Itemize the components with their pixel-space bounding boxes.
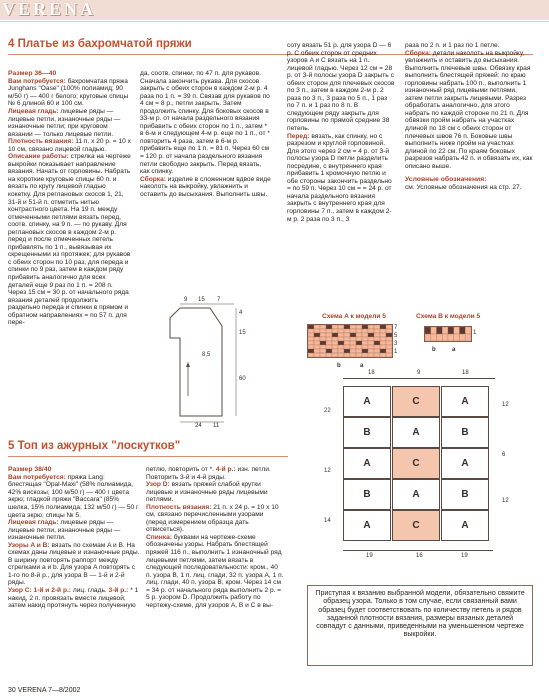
grid-cell (380, 329, 386, 333)
schematic-cell: A (343, 386, 391, 417)
grid-cell (356, 345, 362, 349)
schematic-cell: B (441, 417, 489, 448)
top-dim-3: 18 (462, 370, 469, 376)
grid-cell (338, 333, 344, 337)
grid-cell (344, 329, 350, 333)
grid-cell (380, 353, 386, 357)
grid-cell (368, 333, 374, 337)
grid-cell (362, 345, 368, 349)
dress-bottom-dim-1: 24 (195, 423, 202, 429)
grid-cell (386, 341, 392, 345)
grid-cell (368, 349, 374, 353)
dress-mid-dim: 8,5 (202, 352, 211, 358)
grid-cell (350, 345, 356, 349)
section-5-text-1: Вам потребуется: пряжа Lang: блестящая "Opal-Maxi" (58% полиамида, 42% вискозы; 100 м/50 г) — 400 г цвета экрю; гладкой пряжи "Baccara" (85% шелка, 15% полиамида; 132 м/50 г) — 50 г цвета экрю; спицы № 5. Лицевая гладь: лицевые ряды — лицевые петли, изнаночные ряды — изнаночные петли. Узоры A и B: вязать по схемам A и B. На схемах даны лицевые и изнаночные ряды. В ширину повторять раппорт между стрелками a и b. Для узора A повторять с 1-го по 8-й р., для узора B — 1-й и 2-й ряды. Узор C: 1-й и 2-й р.: лиц. гладь. 3-й р.: * 1 накид, 2 п. провязать вместе лицевой, затем накид протянуть через полученную (8, 473, 140, 610)
grid-cell (356, 329, 362, 333)
grid-cell (460, 334, 466, 341)
schematic-cell: C (392, 386, 440, 417)
grid-cell (320, 353, 326, 357)
section-4-title-text: 4 Платье из бахромчатой пряжи (8, 38, 192, 50)
grid-cell (320, 325, 326, 329)
grid-cell (344, 341, 350, 345)
grid-cell (454, 334, 460, 341)
grid-cell (320, 337, 326, 341)
grid-cell (332, 341, 338, 345)
schematic-cell: B (441, 479, 489, 510)
grid-cell (350, 341, 356, 345)
grid-cell (374, 349, 380, 353)
schematic-cell: B (343, 479, 391, 510)
grid-cell (344, 349, 350, 353)
chart-a-row-3: 3 (394, 341, 398, 347)
section-4-col-3 (287, 42, 396, 304)
right-dim-1: 12 (502, 402, 509, 408)
grid-cell (386, 345, 392, 349)
grid-cell (380, 345, 386, 349)
grid-cell (308, 333, 314, 337)
schematic-cell: A (392, 417, 440, 448)
grid-cell (368, 325, 374, 329)
dress-top-dim-3: 7 (217, 297, 221, 303)
note-box (307, 585, 533, 666)
grid-cell (374, 333, 380, 337)
grid-cell (344, 345, 350, 349)
grid-cell (308, 325, 314, 329)
grid-cell (356, 341, 362, 345)
grid-cell (380, 333, 386, 337)
grid-cell (332, 325, 338, 329)
schematic-cell: A (392, 479, 440, 510)
section-4-text-3: соту вязать 51 р. для узора D — 6 р. С обеих сторон от средних узоров A и C вязать на 1 п. лицевой гладью. Через 12 см = 28 р. от 3-й полосы узора D закрыть с обеих сторон для плечевых скосов по 3 п., затем в каждом 2-м р. 2 раза по 3 п., 3 раза по 5 п., 1 раз по 7 п. и 1 раз по 8 п. В следующем ряду закрыть для горловины по прямой средние 38 петель. Перед: вязать, как спинку, но с разрезом и круглой горловиной. Для этого через 2 см = 4 р. от 3-й полосы узора D петли разделить посредине, с внутреннего края прибавить 1 кромочную петлю и обе стороны закончить раздельно = по 59 п. Через 10 см = = 24 р. от начала раздельного вязания закрыть с внутреннего края для горловины 7 п., затем в каждом 2-м р. 2 раза по 3 п., 3 (287, 42, 395, 223)
grid-cell (465, 327, 471, 334)
section-4-col-4 (405, 42, 533, 304)
section-4-col-2 (140, 70, 272, 292)
bottom-dim-1: 19 (366, 553, 373, 559)
grid-cell (332, 337, 338, 341)
grid-cell (308, 349, 314, 353)
section-4-col-1 (8, 70, 131, 395)
section-5-col-2 (146, 466, 284, 684)
section-4-text-1: Вам потребуется: бахромчатая пряжа Junghans "Oase" (100% полиамид; 90 м/50 г) — 400 г белого; круговые спицы № 6 длиной 60 и 100 см. Лицевая гладь: лицевые ряды — лицевые петли, изнаночные ряды — изнаночные петли; при круговом вязании — только лицевые петли. Плотность вязания: 11 п. х 20 р. = 10 х 10 см, связано лицевой гладью. Описание работы: стрелка на чертеже выкройки показывает направление вязания. Начать от горловины. Набрать на короткие круговые спицы 60 п. и вязать по кругу лицевой гладью кокетку. Для реглановых скосов 1, 21, 31-й и 51-й п. отметить нитью контрастного цвета. На 19 п. между отмеченными петлями вязать перед, соотв. спинку, на 9 п. — по рукаву. Для реглановых скосов в каждом 2-м р. перед и после отмеченных петель прибавлять по 1 п., вывязывая их скрещенными из протяжек; для рукавов с обеих сторон по 10 раз, для переда и спинки по 9 раз, затем в каждом ряду прибавить аналогично для всех деталей еще 9 раз по 1 п. = 208 п. Через 15 см = 30 р. от начального ряда вязания деталей продолжить раздельно переда и спинки в прямом и обратном направлениях = по 57 п. для пере- (8, 77, 131, 327)
grid-cell (350, 353, 356, 357)
bottom-dim-line (343, 550, 493, 551)
schematic-cell: A (343, 510, 391, 541)
legend-text: см. Условные обозначения на стр. 27. (405, 184, 522, 192)
schematic-cell: A (441, 448, 489, 479)
grid-cell (308, 345, 314, 349)
grid-cell (362, 329, 368, 333)
grid-cell (380, 349, 386, 353)
grid-cell (374, 353, 380, 357)
grid-cell (425, 334, 431, 341)
dress-side-dim-3: 60 (239, 376, 246, 382)
grid-cell (320, 345, 326, 349)
brand-logo: VERENA (2, 0, 97, 19)
grid-cell (356, 353, 362, 357)
grid-cell (326, 337, 332, 341)
grid-cell (326, 353, 332, 357)
grid-cell (326, 341, 332, 345)
grid-cell (374, 345, 380, 349)
chart-a-row-1: 1 (394, 349, 398, 355)
grid-cell (448, 327, 454, 334)
grid-cell (437, 334, 443, 341)
dress-top-dim-2: 15 (198, 297, 205, 303)
bottom-dim-2: 16 (416, 553, 423, 559)
legend-title: Условные обозначения: (405, 176, 487, 184)
grid-cell (338, 353, 344, 357)
grid-cell (320, 349, 326, 353)
grid-cell (350, 329, 356, 333)
chart-a-mark-a: a (360, 363, 364, 369)
right-dim-3: 12 (502, 498, 509, 504)
grid-cell (338, 341, 344, 345)
chart-a-title: Схема A к модели 5 (322, 313, 386, 320)
left-dim-2: 12 (324, 468, 331, 474)
grid-cell (326, 333, 332, 337)
grid-cell (431, 327, 437, 334)
grid-cell (350, 337, 356, 341)
grid-cell (386, 349, 392, 353)
grid-cell (362, 349, 368, 353)
grid-cell (314, 337, 320, 341)
section-4-title (8, 38, 192, 50)
section-4-text-2: да, соотв. спинки, по 47 п. для рукавов. Сначала закончить рукава. Для скосов закрыть с обеих сторон в каждом 2-м р. 4 раза по 1 п. = 39 п. Связав для рукавов по 4 см = 8 р., петли закрыть. Затем продолжить спинку. Для боковых скосов в 33-м р. от начала раздельного вязания прибавить с обеих сторон по 1 п., затем * в 6-м и следующем 4-м р. еще по 1 п., от * повторить 4 раза, затем в 6-м р. прибавить еще по 1 п. = 81 п. Через 60 см = 120 р. от начала раздельного вязания петли свободно закрыть. Перед вязать, как спинку. Сборка: изделие в сложенном вдвое виде наколоть на выкройку, увлажнить и оставить до высыхания. Выполнить швы. (140, 70, 271, 198)
grid-cell (338, 345, 344, 349)
note-text: Приступая к вязанию выбранной модели, обязательно свяжите образец узора. Только в том случае, если связанный вами образец будет соответствовать по количеству петель и рядов заданной плотности вязания, размеры вязаных деталей совпадут с данными, приведенными на уменьшенном чертеже выкройки. (315, 589, 525, 639)
right-dim-2: 6 (502, 452, 506, 458)
section-5-col-1 (8, 466, 140, 684)
grid-cell (374, 325, 380, 329)
schematic-cell: C (392, 510, 440, 541)
grid-cell (380, 341, 386, 345)
grid-cell (314, 341, 320, 345)
schematic-cell: A (441, 510, 489, 541)
grid-cell (386, 353, 392, 357)
grid-cell (437, 327, 443, 334)
top-dim-1: 18 (368, 370, 375, 376)
grid-cell (448, 334, 454, 341)
grid-cell (362, 353, 368, 357)
schematic-grid (343, 386, 493, 544)
grid-cell (368, 345, 374, 349)
grid-cell (362, 333, 368, 337)
grid-cell (356, 337, 362, 341)
grid-cell (320, 341, 326, 345)
grid-cell (380, 325, 386, 329)
grid-cell (332, 353, 338, 357)
header-rule (0, 21, 549, 22)
grid-cell (344, 353, 350, 357)
grid-cell (326, 325, 332, 329)
grid-cell (356, 349, 362, 353)
grid-cell (374, 341, 380, 345)
grid-cell (314, 345, 320, 349)
size-label-4: Размер 36—40 (8, 70, 57, 77)
schematic-cell: A (441, 386, 489, 417)
section-5-text-2: петлю, повторить от *. 4-й р.: изн. петли. Повторить 3-й и 4-й ряды. Узор D: вязать пряжей слабой крутки лицевые и изнаночные ряды лицевыми петлями. Плотность вязания: 21 п. х 24 р. = 10 х 10 см, связано перечисленными узорами (перед измерением образца дать отвисеться). Спинка: буквами на чертеже-схеме обозначены узоры. Набрать блестящей пряжей 116 п., выполнить 1 изнаночный ряд лицевыми петлями, затем вязать в следующей последовательности: кром., 40 п. узора B, 1 п. лиц. глади, 32 п. узора A, 1 п. лиц. глади, 40 п. узора B, кром. Через 14 см = 34 р. от начального ряда выполнить 2 р. = 5 р. узором D. Продолжить работу по чертежу-схеме, для узоров A, B и C в вы- (146, 466, 284, 609)
grid-cell (308, 337, 314, 341)
grid-cell (308, 341, 314, 345)
grid-cell (320, 329, 326, 333)
grid-cell (338, 337, 344, 341)
grid-cell (314, 353, 320, 357)
grid-cell (338, 325, 344, 329)
grid-cell (465, 334, 471, 341)
grid-cell (326, 345, 332, 349)
page-footer: 30 VERENA 7—8/2002 (8, 687, 81, 694)
grid-cell (362, 341, 368, 345)
section-5-title-rule (8, 456, 288, 457)
grid-cell (326, 329, 332, 333)
grid-cell (332, 345, 338, 349)
chart-a-row-7: 7 (394, 325, 398, 331)
grid-cell (344, 333, 350, 337)
section-5-title-text: 5 Топ из ажурных "лоскутков" (8, 440, 181, 452)
top-dim-2: 9 (417, 370, 421, 376)
grid-cell (338, 329, 344, 333)
dress-top-dim-1: 9 (184, 297, 188, 303)
grid-cell (356, 325, 362, 329)
dress-side-dim-2: 15 (239, 330, 246, 336)
grid-cell (374, 329, 380, 333)
grid-cell (314, 329, 320, 333)
grid-cell (460, 327, 466, 334)
grid-cell (350, 325, 356, 329)
grid-cell (344, 337, 350, 341)
grid-cell (350, 333, 356, 337)
chart-b-mark-a: a (452, 347, 456, 353)
grid-cell (386, 337, 392, 341)
bottom-dim-3: 19 (461, 553, 468, 559)
grid-cell (386, 325, 392, 329)
size-label-5: Размер 38/40 (8, 466, 52, 473)
grid-cell (332, 333, 338, 337)
grid-cell (308, 353, 314, 357)
grid-cell (362, 325, 368, 329)
chart-b-grid (424, 326, 472, 342)
grid-cell (374, 337, 380, 341)
chart-b-mark-b: b (432, 347, 436, 353)
grid-cell (442, 334, 448, 341)
top-dim-line (343, 378, 495, 379)
grid-cell (368, 353, 374, 357)
left-dim-1: 22 (324, 408, 331, 414)
grid-cell (320, 333, 326, 337)
grid-cell (368, 341, 374, 345)
grid-cell (425, 327, 431, 334)
grid-cell (332, 329, 338, 333)
grid-cell (368, 337, 374, 341)
section-4-text-4: раза по 2 п. и 1 раз по 1 петле. Сборка: детали наколоть на выкройку, увлажнить и оставить до высыхания. Выполнить плечевые швы. Обвязку края выполнить блестящей пряжей: по краю горловины набрать 100 п., выполнить 1 изнаночный ряд лицевыми петлями, затем петли закрыть лицевыми. Разрез обработать аналогично, для этого набрать по каждой стороне по 21 п. Для обвязки пройм набрать на участках длиной по 18 см с обеих сторон от плечевых швов 76 п. Боковые швы выполнить ниже пройм на участках длиной по 22 см. По краям боковых разрезов набрать 42 п. и обвязать их, как описано выше. (405, 42, 533, 170)
chart-b-title: Схема B к модели 5 (416, 313, 481, 320)
grid-cell (362, 337, 368, 341)
dress-pattern-drawing (140, 296, 280, 431)
grid-cell (386, 333, 392, 337)
grid-cell (314, 333, 320, 337)
grid-cell (442, 327, 448, 334)
grid-cell (338, 349, 344, 353)
dress-bottom-dim-2: 11 (213, 423, 220, 429)
grid-cell (431, 334, 437, 341)
dress-side-dim-1: 4 (239, 310, 243, 316)
schematic-cell: A (343, 448, 391, 479)
schematic-cell: C (392, 448, 440, 479)
grid-cell (368, 329, 374, 333)
top-schematic (316, 368, 526, 578)
grid-cell (344, 325, 350, 329)
grid-cell (332, 349, 338, 353)
grid-cell (356, 333, 362, 337)
chart-b-row-1: 1 (473, 330, 477, 336)
left-dim-3: 14 (324, 518, 331, 524)
grid-cell (314, 349, 320, 353)
grid-cell (314, 325, 320, 329)
grid-cell (326, 349, 332, 353)
chart-a-grid (307, 324, 393, 358)
grid-cell (380, 337, 386, 341)
grid-cell (386, 329, 392, 333)
chart-a-mark-b: b (337, 363, 341, 369)
grid-cell (308, 329, 314, 333)
grid-cell (454, 327, 460, 334)
schematic-cell: B (343, 417, 391, 448)
chart-a-row-5: 5 (394, 333, 398, 339)
section-5-title (8, 440, 180, 452)
grid-cell (350, 349, 356, 353)
